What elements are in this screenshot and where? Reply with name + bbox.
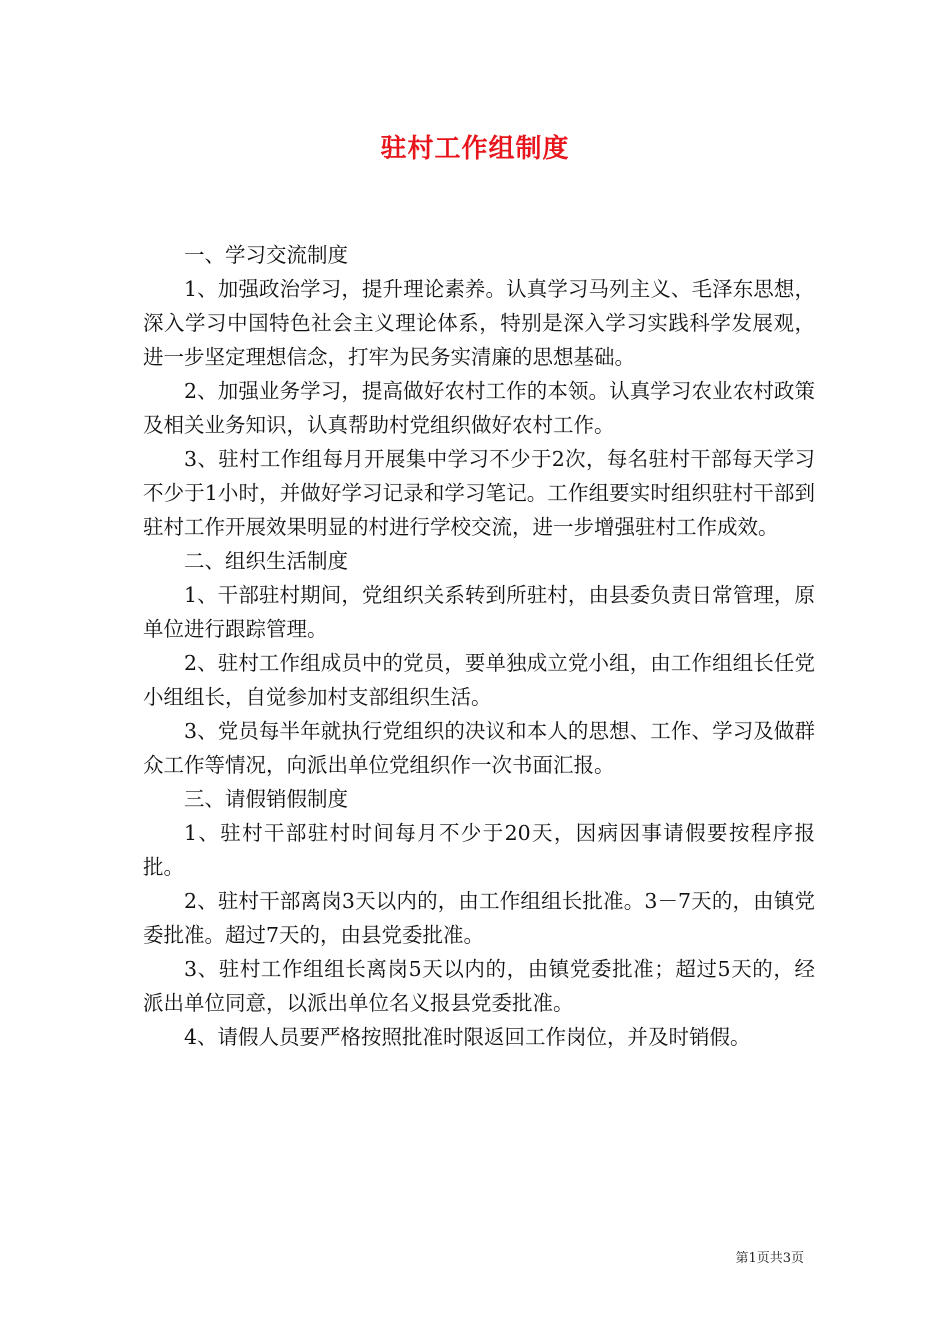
section-heading: 二、组织生活制度 [184,549,348,573]
page-number: 第1页共3页 [735,1251,804,1266]
paragraph: 1、干部驻村期间，党组织关系转到所驻村，由县委负责日常管理，原单位进行跟踪管理。 [143,583,815,641]
document-title: 驻村工作组制度 [380,134,570,164]
paragraph: 2、驻村工作组成员中的党员，要单独成立党小组，由工作组组长任党小组组长，自觉参加村支部组织生活。 [143,651,815,709]
paragraph: 4、请假人员要严格按照批准时限返回工作岗位，并及时销假。 [184,1025,751,1049]
section-heading: 三、请假销假制度 [184,787,348,811]
document-body [143,238,815,1054]
section-heading: 一、学习交流制度 [184,243,348,267]
paragraph: 3、驻村工作组每月开展集中学习不少于2次，每名驻村干部每天学习不少于1小时，并做好学习记录和学习笔记。工作组要实时组织驻村干部到驻村工作开展效果明显的村进行学校交流，进一步增强驻村工作成效。 [143,447,815,539]
paragraph: 2、加强业务学习，提高做好农村工作的本领。认真学习农业农村政策及相关业务知识，认真帮助村党组织做好农村工作。 [143,379,815,437]
paragraph: 3、驻村工作组组长离岗5天以内的，由镇党委批准；超过5天的，经派出单位同意，以派出单位名义报县党委批准。 [143,957,815,1015]
paragraph: 1、驻村干部驻村时间每月不少于20天，因病因事请假要按程序报批。 [143,821,815,879]
paragraph: 1、加强政治学习，提升理论素养。认真学习马列主义、毛泽东思想，深入学习中国特色社会主义理论体系，特别是深入学习实践科学发展观，进一步坚定理想信念，打牢为民务实清廉的思想基础。 [143,277,815,369]
paragraph: 3、党员每半年就执行党组织的决议和本人的思想、工作、学习及做群众工作等情况，向派出单位党组织作一次书面汇报。 [143,719,815,777]
paragraph: 2、驻村干部离岗3天以内的，由工作组组长批准。3－7天的，由镇党委批准。超过7天的，由县党委批准。 [143,889,815,947]
